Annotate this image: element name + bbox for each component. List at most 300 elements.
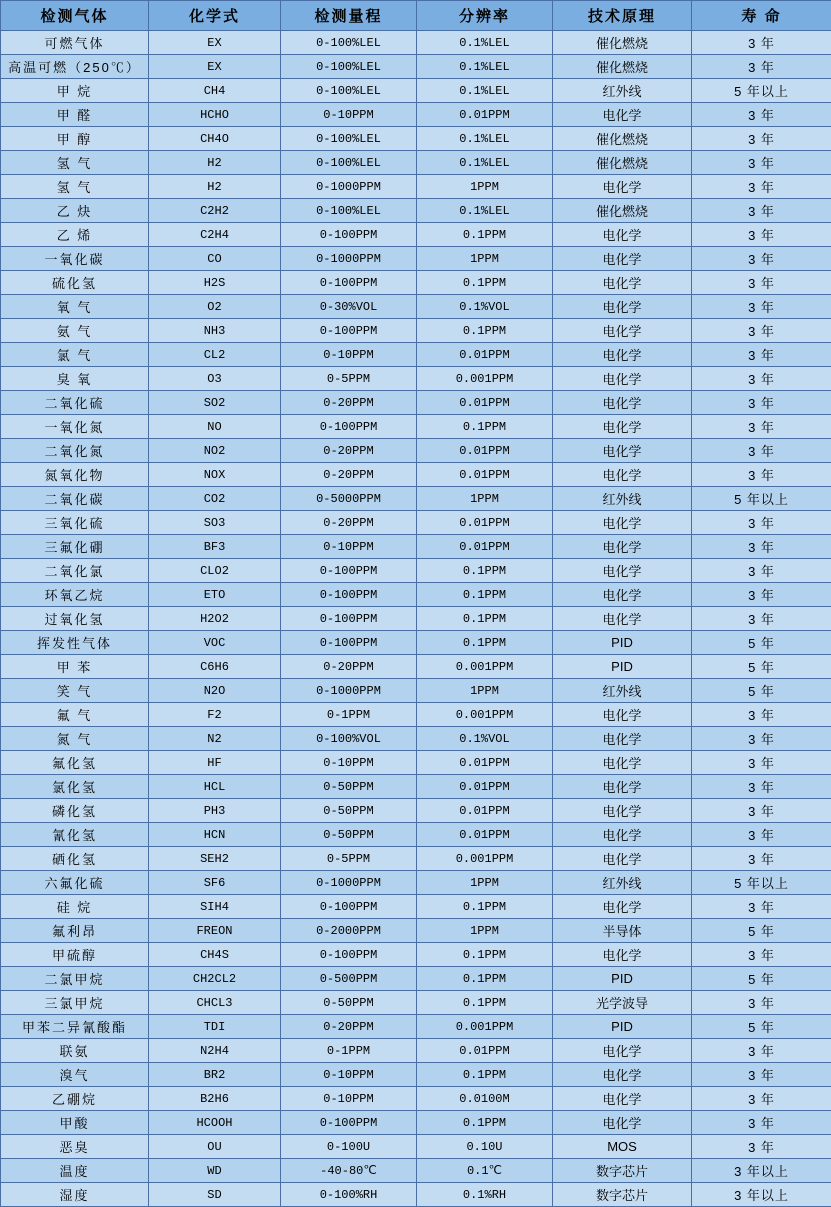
table-row [1,319,831,343]
cell-gas-name: 硒化氢 [1,847,149,871]
cell-principle: 电化学 [553,559,692,583]
cell-gas-name: 甲苯二异氰酸酯 [1,1015,149,1039]
cell-range: 0-20PPM [281,511,417,535]
cell-life: 3 年 [692,175,831,199]
table-row [1,439,831,463]
cell-range: 0-20PPM [281,655,417,679]
cell-life: 3 年 [692,391,831,415]
cell-principle: PID [553,655,692,679]
cell-formula: SD [149,1183,281,1207]
cell-life: 3 年 [692,943,831,967]
table-row [1,727,831,751]
cell-life: 3 年 [692,415,831,439]
cell-range: 0-50PPM [281,799,417,823]
cell-resolution: 0.01PPM [417,511,553,535]
cell-range: 0-100PPM [281,607,417,631]
cell-life: 5 年 [692,679,831,703]
cell-gas-name: 甲酸 [1,1111,149,1135]
cell-formula: WD [149,1159,281,1183]
cell-range: 0-50PPM [281,823,417,847]
cell-formula: CH4 [149,79,281,103]
cell-life: 3 年 [692,583,831,607]
cell-life: 3 年 [692,535,831,559]
cell-gas-name: 乙硼烷 [1,1087,149,1111]
cell-principle: 数字芯片 [553,1183,692,1207]
cell-range: 0-100PPM [281,1111,417,1135]
cell-life: 3 年 [692,439,831,463]
cell-gas-name: 甲 醇 [1,127,149,151]
cell-range: 0-100%VOL [281,727,417,751]
cell-resolution: 1PPM [417,487,553,511]
cell-range: 0-100%LEL [281,79,417,103]
cell-range: 0-100%LEL [281,55,417,79]
cell-gas-name: 二氧化碳 [1,487,149,511]
cell-formula: C6H6 [149,655,281,679]
table-row [1,463,831,487]
cell-formula: SEH2 [149,847,281,871]
table-header [1,1,831,31]
cell-gas-name: 过氧化氢 [1,607,149,631]
cell-principle: 电化学 [553,319,692,343]
table-row [1,295,831,319]
cell-range: 0-100PPM [281,943,417,967]
cell-principle: 电化学 [553,583,692,607]
cell-formula: FREON [149,919,281,943]
cell-life: 3 年 [692,847,831,871]
cell-range: 0-100PPM [281,631,417,655]
cell-resolution: 0.01PPM [417,463,553,487]
cell-formula: H2 [149,175,281,199]
cell-life: 5 年以上 [692,79,831,103]
table-row [1,343,831,367]
cell-range: 0-1000PPM [281,871,417,895]
cell-principle: MOS [553,1135,692,1159]
cell-resolution: 1PPM [417,175,553,199]
table-row [1,1135,831,1159]
table-row [1,1015,831,1039]
cell-principle: PID [553,1015,692,1039]
cell-principle: 电化学 [553,823,692,847]
table-body [1,31,831,1207]
table-row [1,631,831,655]
cell-gas-name: 联氨 [1,1039,149,1063]
cell-formula: O2 [149,295,281,319]
cell-life: 3 年 [692,319,831,343]
cell-range: 0-1000PPM [281,679,417,703]
cell-principle: 催化燃烧 [553,151,692,175]
cell-gas-name: 二氧化氮 [1,439,149,463]
cell-resolution: 1PPM [417,679,553,703]
cell-principle: 电化学 [553,367,692,391]
cell-life: 3 年 [692,127,831,151]
cell-life: 5 年以上 [692,487,831,511]
cell-principle: 催化燃烧 [553,55,692,79]
table-row [1,679,831,703]
cell-principle: 电化学 [553,775,692,799]
cell-resolution: 0.1PPM [417,223,553,247]
cell-gas-name: 氟利昂 [1,919,149,943]
cell-range: 0-500PPM [281,967,417,991]
cell-range: 0-20PPM [281,439,417,463]
table-row [1,175,831,199]
cell-principle: 半导体 [553,919,692,943]
cell-principle: 电化学 [553,727,692,751]
cell-principle: 电化学 [553,271,692,295]
cell-life: 3 年 [692,103,831,127]
table-row [1,607,831,631]
column-header-life: 寿 命 [692,1,831,31]
cell-principle: 红外线 [553,871,692,895]
cell-range: 0-10PPM [281,343,417,367]
cell-formula: H2O2 [149,607,281,631]
cell-formula: VOC [149,631,281,655]
cell-formula: CH4O [149,127,281,151]
cell-principle: 电化学 [553,175,692,199]
cell-life: 5 年 [692,655,831,679]
cell-formula: B2H6 [149,1087,281,1111]
cell-resolution: 0.001PPM [417,367,553,391]
cell-formula: HCL [149,775,281,799]
cell-formula: EX [149,55,281,79]
cell-life: 5 年 [692,919,831,943]
cell-range: 0-10PPM [281,751,417,775]
cell-gas-name: 氢 气 [1,175,149,199]
cell-life: 3 年 [692,775,831,799]
cell-principle: 电化学 [553,295,692,319]
cell-life: 3 年以上 [692,1159,831,1183]
table-row [1,1087,831,1111]
cell-principle: PID [553,631,692,655]
cell-gas-name: 氮氧化物 [1,463,149,487]
cell-resolution: 0.1PPM [417,319,553,343]
cell-life: 3 年 [692,751,831,775]
cell-gas-name: 臭 氧 [1,367,149,391]
cell-life: 3 年 [692,31,831,55]
cell-range: 0-20PPM [281,391,417,415]
cell-resolution: 0.10U [417,1135,553,1159]
cell-range: 0-5PPM [281,367,417,391]
cell-life: 3 年 [692,271,831,295]
cell-life: 3 年 [692,55,831,79]
cell-principle: 电化学 [553,895,692,919]
cell-resolution: 0.1PPM [417,607,553,631]
cell-principle: 电化学 [553,511,692,535]
cell-gas-name: 六氟化硫 [1,871,149,895]
cell-principle: 电化学 [553,391,692,415]
cell-principle: 电化学 [553,703,692,727]
table-row [1,847,831,871]
cell-gas-name: 氟化氢 [1,751,149,775]
cell-resolution: 0.1%VOL [417,727,553,751]
column-header-range: 检测量程 [281,1,417,31]
table-row [1,31,831,55]
cell-gas-name: 二氯甲烷 [1,967,149,991]
cell-formula: HCOOH [149,1111,281,1135]
cell-formula: CH2CL2 [149,967,281,991]
cell-formula: CO [149,247,281,271]
cell-gas-name: 氮 气 [1,727,149,751]
cell-resolution: 0.1PPM [417,991,553,1015]
cell-formula: CHCL3 [149,991,281,1015]
table-row [1,703,831,727]
cell-formula: N2O [149,679,281,703]
cell-gas-name: 一氧化氮 [1,415,149,439]
cell-gas-name: 恶臭 [1,1135,149,1159]
cell-gas-name: 氰化氢 [1,823,149,847]
cell-resolution: 1PPM [417,871,553,895]
table-row [1,55,831,79]
column-header-gas: 检测气体 [1,1,149,31]
cell-principle: 电化学 [553,535,692,559]
cell-formula: CL2 [149,343,281,367]
cell-life: 3 年 [692,295,831,319]
table-row [1,367,831,391]
cell-resolution: 0.1%LEL [417,55,553,79]
cell-resolution: 0.1PPM [417,895,553,919]
cell-resolution: 0.1PPM [417,1063,553,1087]
table-row [1,871,831,895]
cell-resolution: 0.1%LEL [417,79,553,103]
cell-life: 3 年 [692,1039,831,1063]
table-row [1,127,831,151]
cell-life: 5 年以上 [692,871,831,895]
cell-life: 3 年 [692,223,831,247]
table-row [1,1159,831,1183]
cell-resolution: 0.01PPM [417,535,553,559]
cell-resolution: 0.1%LEL [417,127,553,151]
cell-formula: H2S [149,271,281,295]
table-row [1,103,831,127]
cell-range: 0-100%LEL [281,127,417,151]
table-row [1,1039,831,1063]
cell-life: 3 年 [692,727,831,751]
cell-formula: NO2 [149,439,281,463]
cell-principle: 催化燃烧 [553,31,692,55]
cell-formula: TDI [149,1015,281,1039]
cell-formula: SIH4 [149,895,281,919]
column-header-resolution: 分辨率 [417,1,553,31]
table-row [1,991,831,1015]
cell-principle: PID [553,967,692,991]
cell-formula: SO2 [149,391,281,415]
cell-resolution: 0.1PPM [417,967,553,991]
cell-life: 3 年 [692,343,831,367]
cell-gas-name: 甲 苯 [1,655,149,679]
cell-resolution: 0.1%RH [417,1183,553,1207]
cell-principle: 电化学 [553,1087,692,1111]
cell-formula: N2H4 [149,1039,281,1063]
cell-gas-name: 氢 气 [1,151,149,175]
table-row [1,1111,831,1135]
cell-range: 0-30%VOL [281,295,417,319]
cell-life: 3 年 [692,151,831,175]
cell-range: 0-100%RH [281,1183,417,1207]
cell-range: 0-1PPM [281,703,417,727]
cell-principle: 电化学 [553,1063,692,1087]
cell-gas-name: 一氧化碳 [1,247,149,271]
table-row [1,415,831,439]
cell-formula: SO3 [149,511,281,535]
cell-gas-name: 挥发性气体 [1,631,149,655]
cell-gas-name: 三氧化硫 [1,511,149,535]
cell-principle: 电化学 [553,247,692,271]
table-row [1,895,831,919]
cell-formula: HF [149,751,281,775]
cell-resolution: 0.01PPM [417,823,553,847]
cell-resolution: 0.01PPM [417,391,553,415]
table-row [1,799,831,823]
cell-resolution: 0.1PPM [417,583,553,607]
cell-resolution: 0.01PPM [417,799,553,823]
cell-principle: 电化学 [553,463,692,487]
cell-gas-name: 甲 醛 [1,103,149,127]
cell-range: 0-5PPM [281,847,417,871]
cell-gas-name: 氯 气 [1,343,149,367]
cell-life: 3 年 [692,823,831,847]
column-header-formula: 化学式 [149,1,281,31]
cell-principle: 电化学 [553,1039,692,1063]
table-row [1,151,831,175]
cell-resolution: 0.1PPM [417,559,553,583]
cell-principle: 电化学 [553,439,692,463]
cell-formula: SF6 [149,871,281,895]
table-row [1,943,831,967]
cell-gas-name: 硅 烷 [1,895,149,919]
cell-gas-name: 二氧化氯 [1,559,149,583]
table-row [1,535,831,559]
cell-formula: HCHO [149,103,281,127]
cell-gas-name: 可燃气体 [1,31,149,55]
cell-gas-name: 甲硫醇 [1,943,149,967]
table-header-row [1,1,831,31]
cell-resolution: 0.1PPM [417,943,553,967]
table-row [1,823,831,847]
cell-gas-name: 氧 气 [1,295,149,319]
cell-formula: C2H4 [149,223,281,247]
cell-gas-name: 三氯甲烷 [1,991,149,1015]
cell-life: 3 年 [692,991,831,1015]
cell-resolution: 0.1%LEL [417,199,553,223]
cell-formula: HCN [149,823,281,847]
table-row [1,583,831,607]
cell-resolution: 0.1%LEL [417,31,553,55]
cell-formula: N2 [149,727,281,751]
cell-life: 3 年 [692,463,831,487]
cell-formula: NH3 [149,319,281,343]
cell-life: 5 年 [692,967,831,991]
cell-range: 0-2000PPM [281,919,417,943]
cell-principle: 电化学 [553,943,692,967]
cell-life: 3 年 [692,895,831,919]
cell-gas-name: 溴气 [1,1063,149,1087]
cell-gas-name: 三氟化硼 [1,535,149,559]
cell-resolution: 0.1%VOL [417,295,553,319]
cell-range: 0-20PPM [281,1015,417,1039]
cell-resolution: 0.1PPM [417,631,553,655]
cell-formula: NOX [149,463,281,487]
cell-gas-name: 氨 气 [1,319,149,343]
cell-gas-name: 磷化氢 [1,799,149,823]
cell-principle: 红外线 [553,79,692,103]
cell-gas-name: 氟 气 [1,703,149,727]
cell-gas-name: 环氧乙烷 [1,583,149,607]
cell-range: 0-100%LEL [281,199,417,223]
cell-range: 0-1PPM [281,1039,417,1063]
cell-resolution: 0.1%LEL [417,151,553,175]
cell-principle: 电化学 [553,799,692,823]
cell-resolution: 0.1PPM [417,1111,553,1135]
cell-principle: 电化学 [553,343,692,367]
cell-resolution: 0.001PPM [417,655,553,679]
cell-gas-name: 甲 烷 [1,79,149,103]
cell-life: 3 年 [692,799,831,823]
cell-principle: 电化学 [553,847,692,871]
cell-life: 3 年 [692,1135,831,1159]
cell-life: 3 年 [692,1111,831,1135]
cell-range: 0-20PPM [281,463,417,487]
cell-resolution: 0.01PPM [417,775,553,799]
cell-principle: 电化学 [553,103,692,127]
cell-range: 0-100PPM [281,223,417,247]
cell-resolution: 0.01PPM [417,1039,553,1063]
cell-range: 0-50PPM [281,991,417,1015]
cell-life: 5 年 [692,631,831,655]
cell-resolution: 0.01PPM [417,439,553,463]
cell-gas-name: 乙 烯 [1,223,149,247]
cell-life: 3 年 [692,559,831,583]
cell-resolution: 0.1PPM [417,271,553,295]
cell-formula: H2 [149,151,281,175]
cell-principle: 光学波导 [553,991,692,1015]
cell-resolution: 0.001PPM [417,1015,553,1039]
cell-formula: O3 [149,367,281,391]
cell-formula: EX [149,31,281,55]
cell-range: 0-100PPM [281,583,417,607]
cell-range: 0-100PPM [281,559,417,583]
table-row [1,559,831,583]
cell-resolution: 0.01PPM [417,751,553,775]
cell-gas-name: 温度 [1,1159,149,1183]
cell-gas-name: 笑 气 [1,679,149,703]
cell-life: 3 年 [692,703,831,727]
cell-life: 3 年 [692,247,831,271]
table-row [1,751,831,775]
cell-principle: 红外线 [553,487,692,511]
cell-resolution: 0.1PPM [417,415,553,439]
table-row [1,391,831,415]
table-row [1,511,831,535]
cell-range: 0-50PPM [281,775,417,799]
table-row [1,487,831,511]
table-row [1,919,831,943]
table-row [1,775,831,799]
cell-formula: CO2 [149,487,281,511]
cell-principle: 电化学 [553,751,692,775]
table-row [1,967,831,991]
table-row [1,655,831,679]
cell-range: 0-10PPM [281,103,417,127]
table-row [1,199,831,223]
cell-range: 0-100PPM [281,895,417,919]
cell-life: 3 年 [692,199,831,223]
cell-range: 0-100U [281,1135,417,1159]
cell-life: 3 年 [692,607,831,631]
cell-gas-name: 乙 炔 [1,199,149,223]
cell-principle: 数字芯片 [553,1159,692,1183]
cell-principle: 电化学 [553,607,692,631]
cell-range: 0-100PPM [281,319,417,343]
cell-principle: 电化学 [553,415,692,439]
